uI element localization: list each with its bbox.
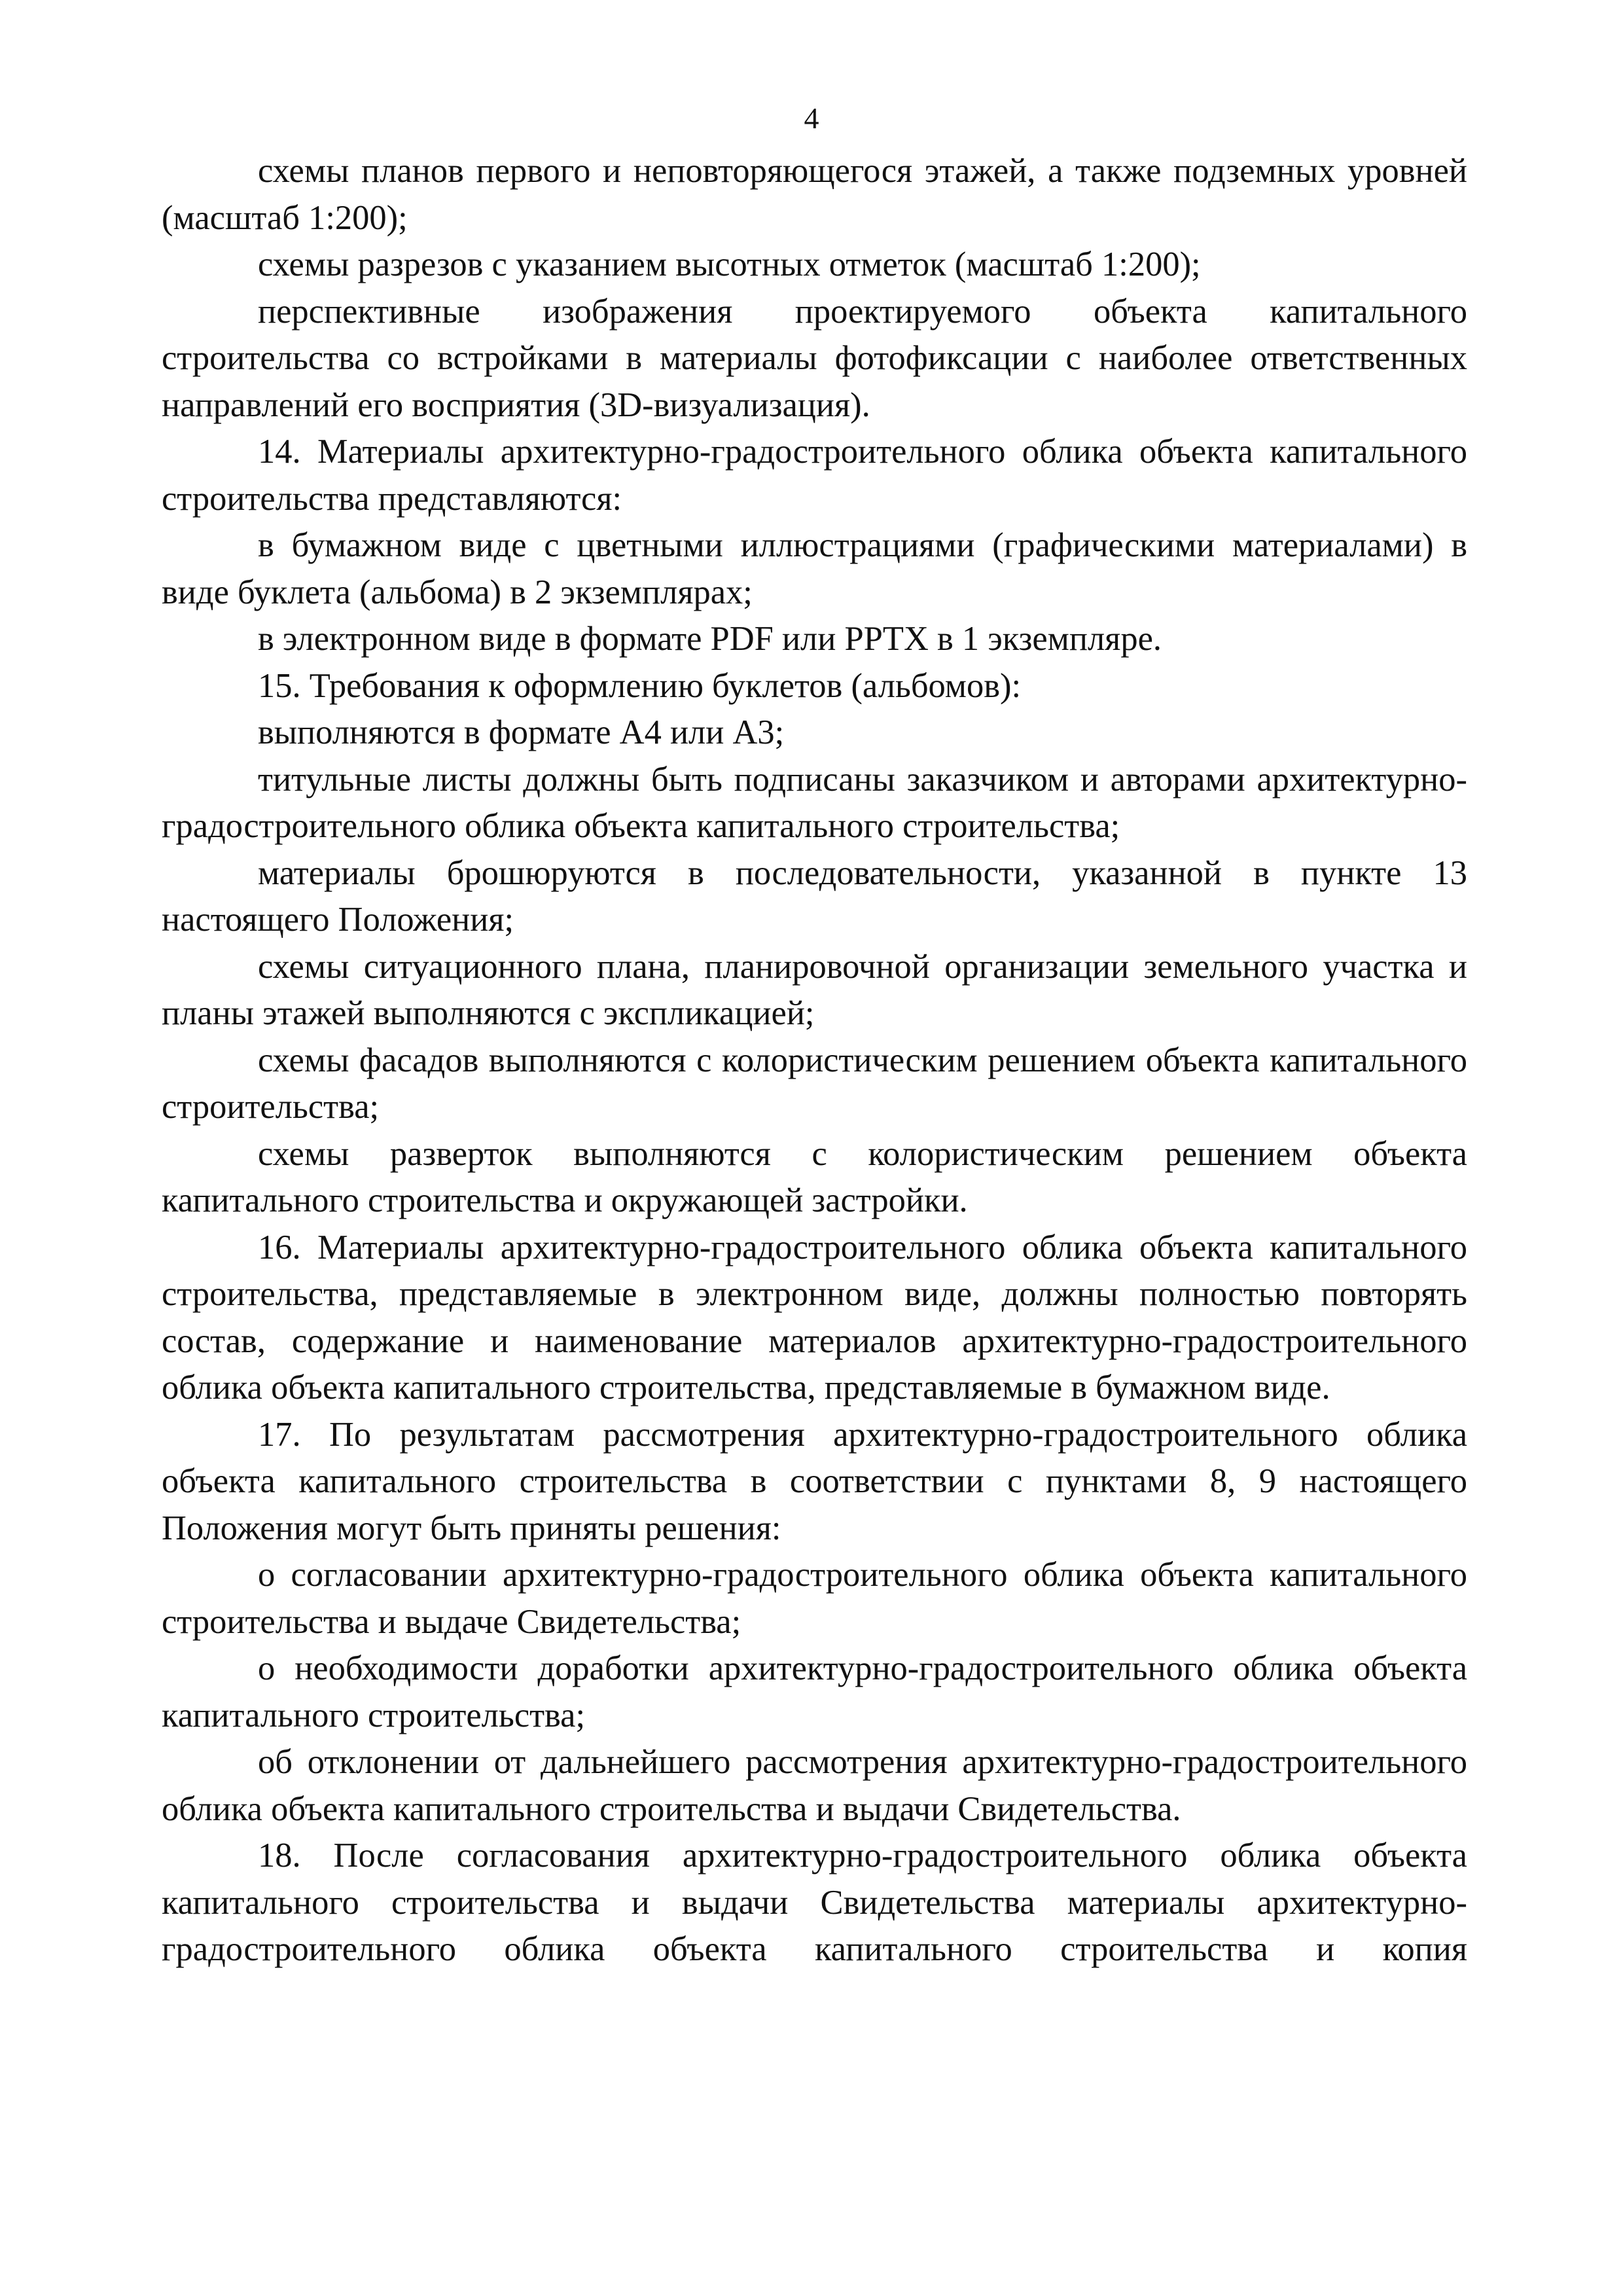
paragraph: в электронном виде в формате PDF или PPTX в 1 экземпляре.	[258, 620, 1162, 658]
paragraph: о необходимости доработки архитектурно-градостроительного облика объекта капитального строительства;	[162, 1649, 1467, 1734]
paragraph: схемы планов первого и неповторяющегося этажей, а также подземных уровней (масштаб 1:200);	[162, 152, 1467, 237]
paragraph: схемы фасадов выполняются с колористическим решением объекта капитального строительства;	[162, 1041, 1467, 1126]
paragraph-continued: 18. После согласования архитектурно-градостроительного облика объекта капитального строительства и выдачи Свидетельства материалы архитектурно-градостроительного облика объекта капитального строительства и копия	[162, 1837, 1467, 1968]
paragraph: материалы брошюруются в последовательности, указанной в пункте 13 настоящего Положения;	[162, 853, 1467, 939]
paragraph: в бумажном виде с цветными иллюстрациями (графическими материалами) в виде буклета (альбома) в 2 экземплярах;	[162, 526, 1467, 611]
paragraph: 15. Требования к оформлению буклетов (альбомов):	[258, 666, 1022, 705]
paragraph: 14. Материалы архитектурно-градостроительного облика объекта капитального строительства представляются:	[162, 433, 1467, 518]
paragraph: схемы разрезов с указанием высотных отметок (масштаб 1:200);	[258, 245, 1201, 283]
paragraph: схемы ситуационного плана, планировочной организации земельного участка и планы этажей выполняются с экспликацией;	[162, 947, 1467, 1032]
page-number: 4	[804, 101, 819, 135]
paragraph: 16. Материалы архитектурно-градостроительного облика объекта капитального строительства, представляемые в электронном виде, должны полностью повторять состав, содержание и наименование материалов архитектурно-градостроительного облика объекта капитального строительства, представляемые в бумажном виде.	[162, 1228, 1467, 1407]
paragraph: выполняются в формате А4 или А3;	[258, 713, 785, 751]
paragraph: об отклонении от дальнейшего рассмотрения архитектурно-градостроительного облика объекта капитального строительства и выдачи Свидетельства.	[162, 1743, 1467, 1828]
paragraph: о согласовании архитектурно-градостроительного облика объекта капитального строительства и выдаче Свидетельства;	[162, 1556, 1467, 1641]
paragraph: титульные листы должны быть подписаны заказчиком и авторами архитектурно-градостроительного облика объекта капитального строительства;	[162, 760, 1467, 845]
paragraph: 17. По результатам рассмотрения архитектурно-градостроительного облика объекта капитального строительства в соответствии с пунктами 8, 9 настоящего Положения могут быть приняты решения:	[162, 1415, 1467, 1547]
document-body	[162, 148, 1467, 1973]
paragraph: перспективные изображения проектируемого объекта капитального строительства со встройками в материалы фотофиксации с наиболее ответственных направлений его восприятия (3D-визуализация).	[162, 292, 1467, 424]
paragraph: схемы разверток выполняются с колористическим решением объекта капитального строительства и окружающей застройки.	[162, 1134, 1467, 1219]
